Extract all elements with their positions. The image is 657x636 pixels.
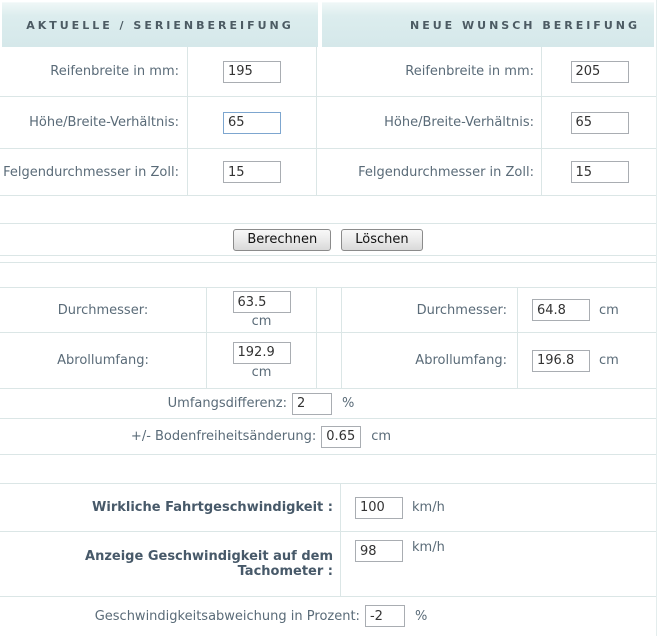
durchmesser-left-input[interactable] <box>233 291 291 313</box>
spacer-row-2 <box>0 263 656 288</box>
abrollumfang-left-cell <box>207 333 317 388</box>
abrollumfang-right-unit: cm <box>599 353 619 368</box>
abrollumfang-right-label: Abrollumfang: <box>342 333 518 388</box>
row-bodenfreiheit <box>0 419 656 455</box>
hoehe-breite-left-cell <box>188 97 317 148</box>
durchmesser-left-cell <box>207 288 317 332</box>
umfangsdifferenz-input[interactable] <box>292 393 332 415</box>
reifenbreite-right-label: Reifenbreite in mm: <box>317 47 542 96</box>
umfangsdifferenz-unit: % <box>341 396 355 411</box>
durchmesser-right-label: Durchmesser: <box>342 288 518 332</box>
felgendurchmesser-left-input[interactable] <box>223 161 281 183</box>
row-felgendurchmesser <box>0 149 656 196</box>
spacer-thin <box>0 256 656 263</box>
row-geschwindigkeitsabweichung <box>0 597 656 635</box>
row-wirkliche-geschwindigkeit <box>0 484 656 532</box>
row-hoehe-breite <box>0 97 656 149</box>
durchmesser-left-label: Durchmesser: <box>0 288 207 332</box>
felgendurchmesser-right-cell <box>542 149 657 195</box>
loeschen-button[interactable]: Löschen <box>341 229 422 251</box>
geschwindigkeitsabweichung-input[interactable] <box>365 605 405 627</box>
reifenbreite-left-input[interactable] <box>223 61 281 83</box>
header-current-tires-label: AKTUELLE / SERIENBEREIFUNG <box>26 18 294 32</box>
reifenbreite-right-input[interactable] <box>571 61 629 83</box>
felgendurchmesser-left-label: Felgendurchmesser in Zoll: <box>0 149 188 195</box>
wirkliche-geschwindigkeit-label: Wirkliche Fahrtgeschwindigkeit : <box>0 484 341 531</box>
felgendurchmesser-right-label: Felgendurchmesser in Zoll: <box>317 149 542 195</box>
header-current-tires <box>2 2 318 47</box>
anzeige-geschwindigkeit-input[interactable] <box>355 540 403 562</box>
abrollumfang-left-label: Abrollumfang: <box>0 333 207 388</box>
reifenbreite-left-cell <box>188 47 317 96</box>
hoehe-breite-right-label: Höhe/Breite-Verhältnis: <box>317 97 542 148</box>
spacer-row <box>0 196 656 224</box>
durchmesser-right-cell <box>518 288 657 332</box>
berechnen-button[interactable]: Berechnen <box>233 229 331 251</box>
abrollumfang-left-unit: cm <box>251 364 272 380</box>
geschwindigkeitsabweichung-label: Geschwindigkeitsabweichung in Prozent: <box>94 608 360 624</box>
bodenfreiheit-input[interactable] <box>321 426 361 448</box>
anzeige-geschwindigkeit-label: Anzeige Geschwindigkeit auf dem Tachometer : <box>0 532 341 596</box>
durchmesser-right-unit: cm <box>599 302 619 318</box>
anzeige-geschwindigkeit-cell <box>341 532 657 596</box>
durchmesser-left-unit: cm <box>251 314 272 329</box>
row-abrollumfang <box>0 333 656 389</box>
reifenbreite-left-label: Reifenbreite in mm: <box>0 47 188 96</box>
abrollumfang-right-input[interactable] <box>532 350 590 372</box>
felgendurchmesser-left-cell <box>188 149 317 195</box>
header-new-tires <box>322 2 654 47</box>
wirkliche-geschwindigkeit-unit: km/h <box>412 500 445 515</box>
anzeige-geschwindigkeit-unit: km/h <box>412 540 445 555</box>
row-umfangsdifferenz <box>0 389 656 419</box>
results-gap-cell <box>317 288 342 332</box>
bodenfreiheit-unit: cm <box>371 429 392 444</box>
abrollumfang-left-input[interactable] <box>233 342 291 364</box>
reifenbreite-right-cell <box>542 47 657 96</box>
row-reifenbreite <box>0 47 656 97</box>
button-row <box>0 224 656 256</box>
hoehe-breite-right-input[interactable] <box>571 112 629 134</box>
header-new-tires-label: NEUE WUNSCH BEREIFUNG <box>410 18 640 32</box>
row-durchmesser <box>0 288 656 333</box>
spacer-row-3 <box>0 455 656 484</box>
wirkliche-geschwindigkeit-input[interactable] <box>355 497 403 519</box>
hoehe-breite-left-label: Höhe/Breite-Verhältnis: <box>0 97 188 148</box>
row-anzeige-geschwindigkeit <box>0 532 656 597</box>
durchmesser-right-input[interactable] <box>532 299 590 321</box>
wirkliche-geschwindigkeit-cell <box>341 484 657 531</box>
felgendurchmesser-right-input[interactable] <box>571 161 629 183</box>
bodenfreiheit-label: +/- Bodenfreiheitsänderung: <box>130 429 317 444</box>
abrollumfang-right-cell <box>518 333 657 388</box>
hoehe-breite-left-input[interactable] <box>223 112 281 134</box>
column-headers <box>0 0 656 47</box>
hoehe-breite-right-cell <box>542 97 657 148</box>
results-gap-cell-2 <box>317 333 342 388</box>
umfangsdifferenz-label: Umfangsdifferenz: <box>167 396 287 411</box>
geschwindigkeitsabweichung-unit: % <box>414 608 428 624</box>
